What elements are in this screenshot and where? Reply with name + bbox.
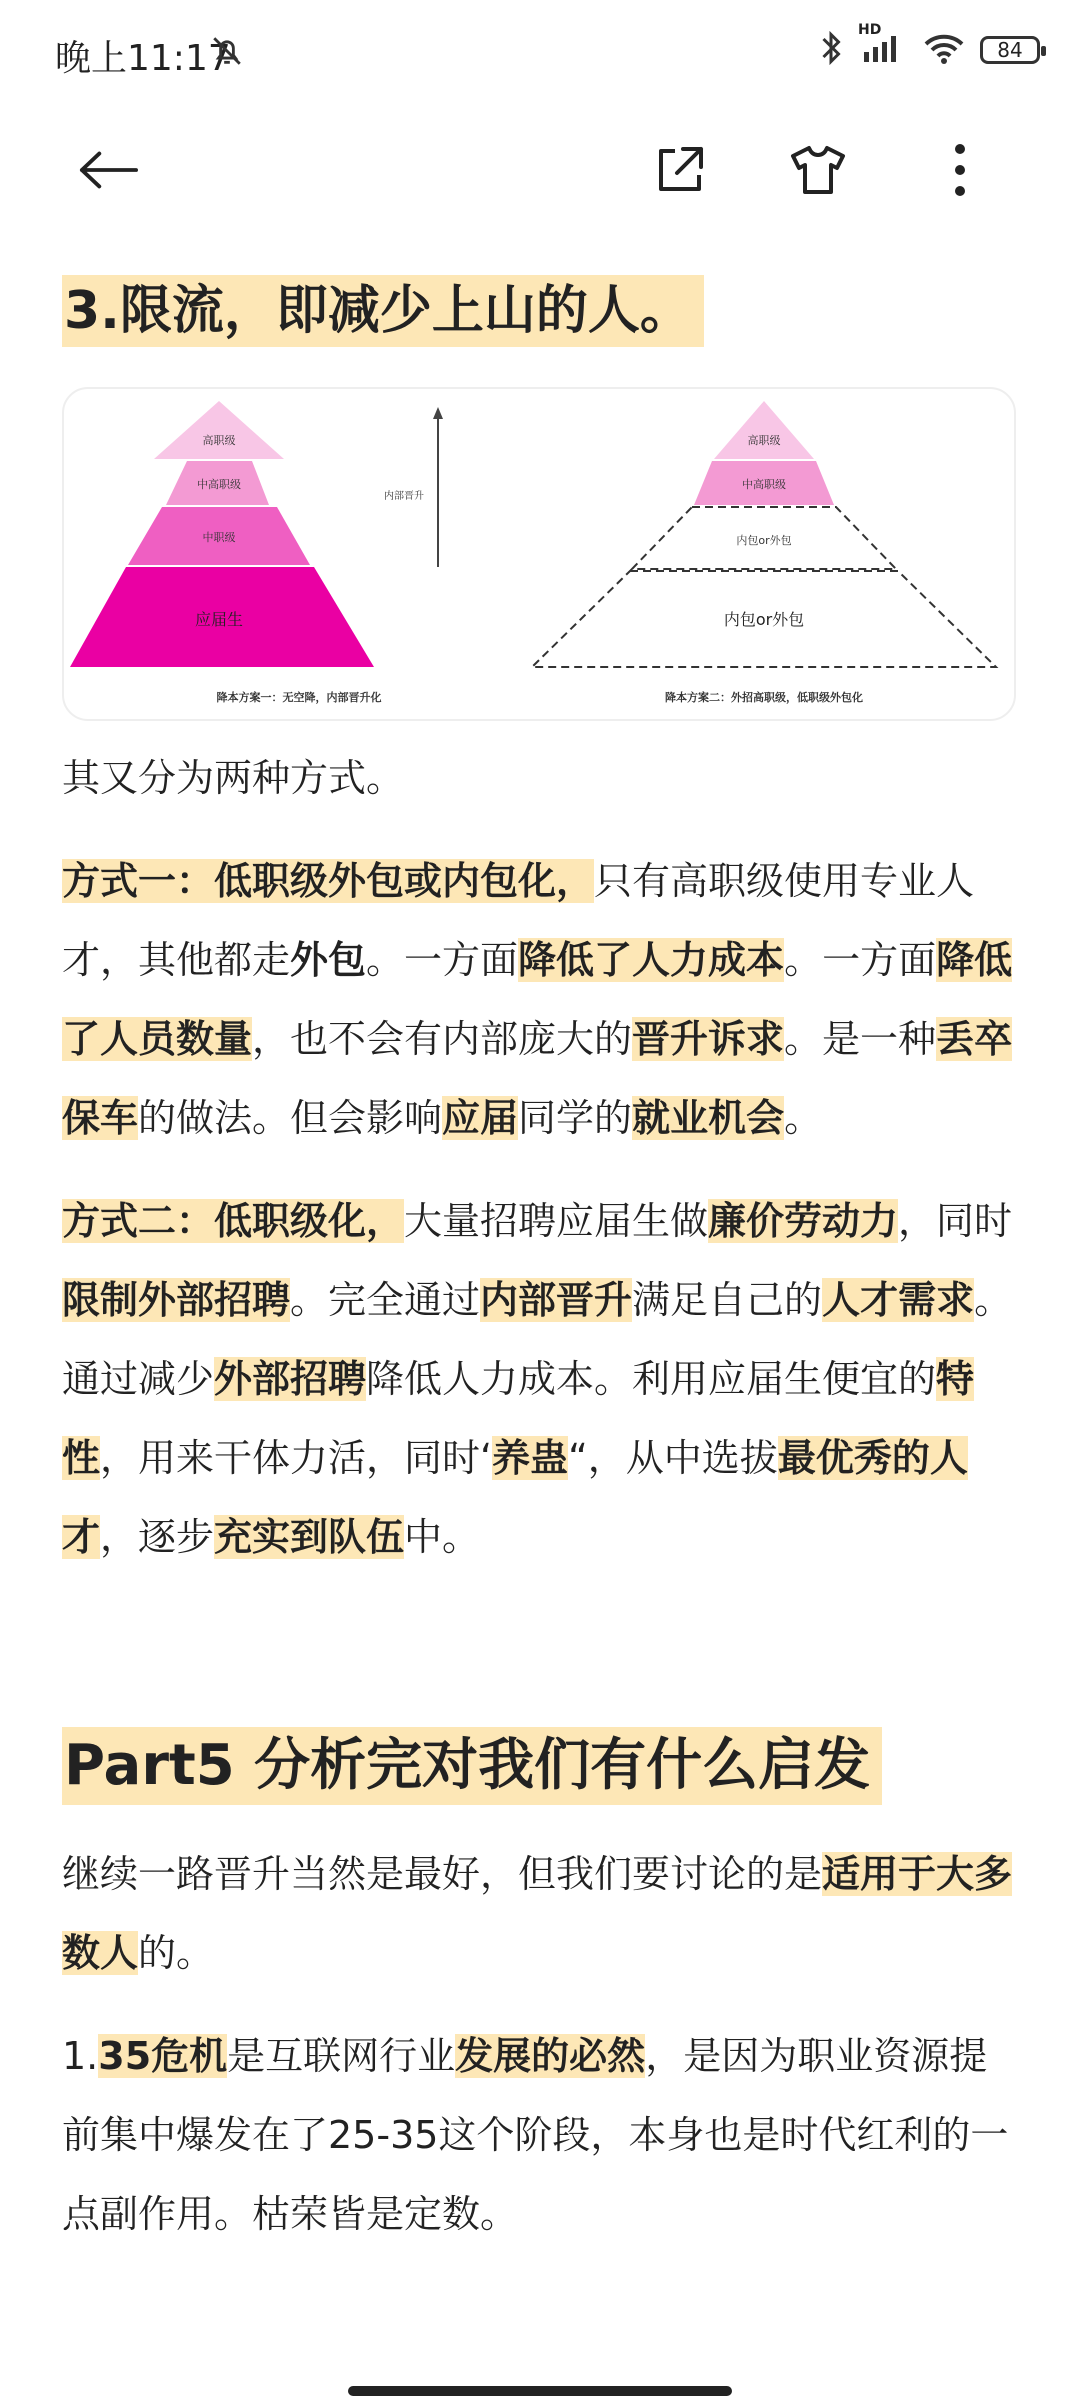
right-level-1: 高职级: [747, 434, 781, 447]
left-level-1: 高职级: [202, 434, 236, 447]
highlight-run: 应届: [442, 1096, 519, 1140]
highlight-run: 最优秀的人才: [62, 1436, 968, 1559]
text-run: 降低人力成本。利用应届生便宜的: [366, 1357, 937, 1401]
bell-muted-icon: [210, 34, 244, 72]
more-vertical-icon: [954, 143, 966, 197]
highlight-run: 内部晋升: [480, 1278, 633, 1322]
paragraph-point-1: [62, 2017, 1022, 2254]
text-run: 的做法。但会影响: [138, 1096, 443, 1140]
battery-icon: [980, 36, 1040, 64]
text-run: 。是一种: [784, 1017, 937, 1061]
left-caption: 降本方案一：无空降，内部晋升化: [216, 691, 382, 704]
text-run: “，从中选拔: [568, 1436, 778, 1480]
theme-button[interactable]: [788, 140, 848, 200]
text-run: 1.: [62, 2034, 99, 2078]
text-run: 。: [784, 1096, 823, 1140]
text-run: ，是因为职业资源提前集中爆发在了25-35这个阶段，本身也是时代红利的一点副作用。枯荣皆是定数。: [62, 2034, 1009, 2236]
right-level-2: 中高职级: [742, 478, 786, 491]
highlight-run: 特性: [62, 1357, 975, 1480]
text-run: 继续一路晋升当然是最好，但我们要讨论的是: [62, 1852, 823, 1896]
text-run: 同学的: [518, 1096, 633, 1140]
text-run: 大量招聘应届生做: [404, 1199, 709, 1243]
text-run: ，逐步: [100, 1515, 215, 1559]
paragraph-part5-intro: [62, 1835, 1022, 1993]
tshirt-icon: [789, 144, 847, 196]
right-pyramid: [532, 401, 996, 704]
status-time: 晚上11:17: [55, 38, 231, 79]
pyramid-figure: [62, 387, 1016, 721]
method-2-title: 方式二：低职级化，: [62, 1199, 405, 1243]
highlight-run: 发展的必然: [455, 2034, 646, 2078]
bluetooth-icon: [816, 30, 846, 70]
arrow-left-icon: [78, 150, 138, 190]
article-body: [62, 275, 1022, 2254]
status-indicators: [816, 22, 1040, 70]
highlight-run: 适用于大多数人: [62, 1852, 1013, 1975]
left-level-3: 中职级: [202, 531, 236, 544]
network-type: HD: [858, 22, 882, 38]
text-run: 。一方面: [784, 938, 937, 982]
highlight-run: 降低了人力成本: [518, 938, 785, 982]
left-pyramid: [70, 401, 443, 704]
highlight-run: 限制外部招聘: [62, 1278, 291, 1322]
highlight-run: 35危机: [98, 2034, 228, 2078]
paragraph-method-2: [62, 1182, 1022, 1577]
left-level-4: 应届生: [194, 610, 244, 629]
highlight-run: 养蛊: [492, 1436, 569, 1480]
wifi-icon: [922, 30, 966, 70]
text-run: 中。: [404, 1515, 481, 1559]
text-run: 满足自己的: [632, 1278, 823, 1322]
text-run: 是互联网行业: [227, 2034, 456, 2078]
share-out-icon: [653, 143, 707, 197]
battery-level: 84: [997, 38, 1023, 62]
highlight-run: 就业机会: [632, 1096, 785, 1140]
method-1-title: 方式一：低职级外包或内包化，: [62, 859, 595, 903]
highlight-run: 晋升诉求: [632, 1017, 785, 1061]
signal-icon: [858, 22, 908, 70]
right-caption: 降本方案二：外招高职级，低职级外包化: [665, 691, 863, 704]
text-run: 。一方面: [366, 938, 519, 982]
text-run: 。通过减少: [62, 1278, 1013, 1401]
paragraph-intro: 其又分为两种方式。: [62, 756, 405, 800]
text-run: ，同时: [898, 1199, 1013, 1243]
section-heading-part5: Part5 分析完对我们有什么启发: [62, 1727, 882, 1805]
highlight-run: 廉价劳动力: [708, 1199, 899, 1243]
section-heading-3: 3.限流，即减少上山的人。: [62, 275, 704, 347]
top-toolbar: [0, 110, 1080, 230]
highlight-run: 充实到队伍: [214, 1515, 405, 1559]
text-run: 。完全通过: [290, 1278, 481, 1322]
highlight-run: 外部招聘: [214, 1357, 367, 1401]
right-level-3: 内包or外包: [736, 534, 792, 547]
text-run: 只有高职级使用专业人才，其他都走: [62, 859, 975, 982]
highlight-run: 人才需求: [822, 1278, 975, 1322]
more-button[interactable]: [930, 140, 990, 200]
home-indicator[interactable]: [348, 2386, 732, 2396]
highlight-run: 降低了人员数量: [62, 938, 1013, 1061]
back-button[interactable]: [78, 140, 138, 200]
text-run: 的。: [138, 1931, 215, 1975]
share-button[interactable]: [650, 140, 710, 200]
text-run: ，也不会有内部庞大的: [252, 1017, 633, 1061]
paragraph-method-1: [62, 842, 1022, 1158]
bold-run: 外包: [290, 938, 367, 982]
highlight-run: 丢卒保车: [62, 1017, 1013, 1140]
text-run: ，用来干体力活，同时‘: [100, 1436, 493, 1480]
left-level-2: 中高职级: [197, 478, 241, 491]
status-bar: [0, 0, 1080, 110]
right-level-4: 内包or外包: [723, 610, 805, 629]
left-arrow-label: 内部晋升: [384, 491, 424, 502]
